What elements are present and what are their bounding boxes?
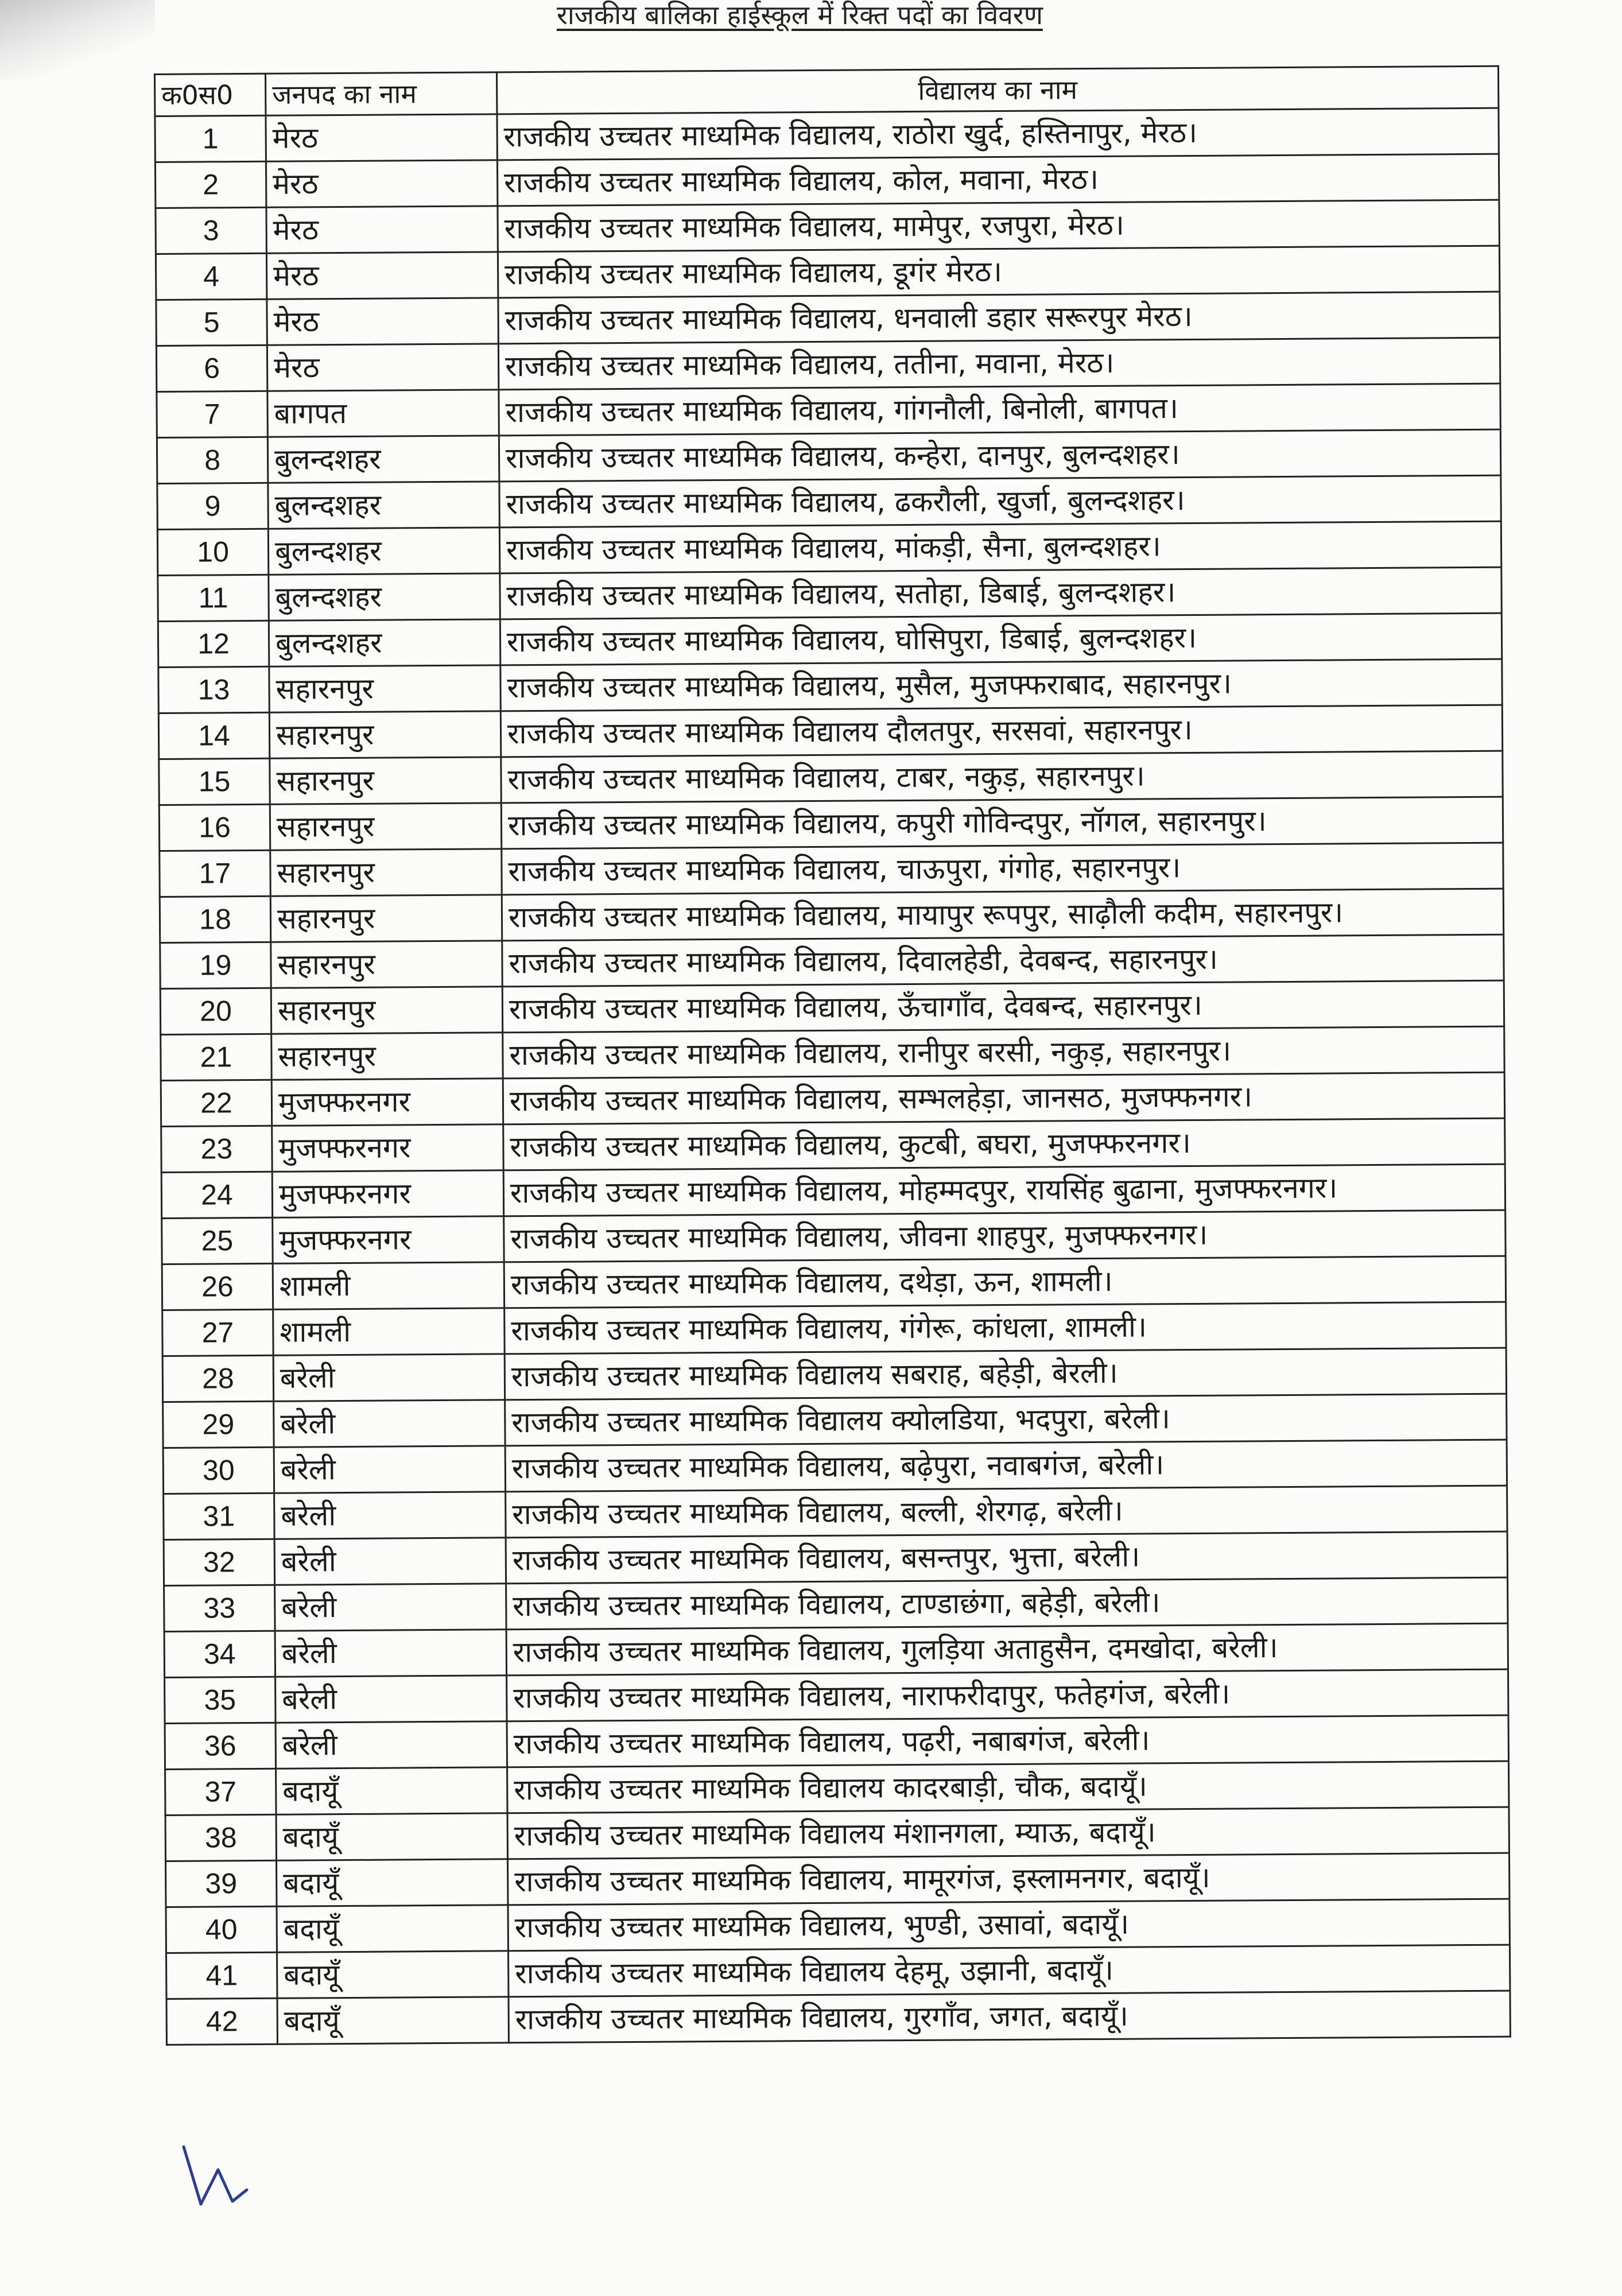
cell-district-name: सहारनपुर <box>271 987 502 1034</box>
cell-serial-number: 4 <box>156 253 266 300</box>
cell-serial-number: 30 <box>163 1447 274 1494</box>
cell-serial-number: 16 <box>159 804 270 851</box>
cell-district-name: बदायूँ <box>276 1767 507 1814</box>
cell-serial-number: 35 <box>165 1677 275 1723</box>
cell-school-name: राजकीय उच्चतर माध्यमिक विद्यालय देहमू, उझानी, बदायूँ। <box>508 1945 1510 1997</box>
table-row <box>162 1302 1506 1356</box>
table-row <box>166 1899 1510 1953</box>
cell-district-name: मेरठ <box>266 114 497 161</box>
signature-mark <box>178 2135 281 2227</box>
cell-serial-number: 14 <box>158 712 269 759</box>
cell-district-name: बदायूँ <box>277 1905 508 1952</box>
table-row <box>163 1394 1507 1448</box>
cell-serial-number: 26 <box>162 1263 273 1310</box>
cell-district-name: बरेली <box>275 1584 506 1631</box>
cell-district-name: बागपत <box>267 390 499 437</box>
cell-serial-number: 40 <box>166 1906 277 1953</box>
table-row <box>160 843 1503 897</box>
cell-district-name: मेरठ <box>266 160 497 207</box>
table-row <box>164 1531 1507 1585</box>
table-row <box>157 383 1500 437</box>
cell-serial-number: 32 <box>164 1539 274 1585</box>
cell-district-name: सहारनपुर <box>271 941 502 988</box>
table-row <box>155 154 1499 208</box>
table-row <box>165 1669 1508 1723</box>
cell-serial-number: 17 <box>160 850 270 897</box>
cell-school-name: राजकीय उच्चतर माध्यमिक विद्यालय, बल्ली, शेरगढ़, बरेली। <box>506 1486 1507 1538</box>
table-row <box>159 751 1503 805</box>
cell-school-name: राजकीय उच्चतर माध्यमिक विद्यालय, डूगंर मेरठ। <box>498 246 1499 298</box>
cell-serial-number: 1 <box>155 115 266 162</box>
cell-serial-number: 18 <box>160 896 270 943</box>
cell-district-name: सहारनपुर <box>269 665 500 712</box>
cell-serial-number: 25 <box>162 1217 273 1264</box>
cell-district-name: बदायूँ <box>276 1813 507 1860</box>
cell-school-name: राजकीय उच्चतर माध्यमिक विद्यालय, भुण्डी, उसावां, बदायूँ। <box>508 1899 1510 1951</box>
cell-district-name: मुजफ्फरनगर <box>271 1079 503 1126</box>
table-row <box>163 1440 1507 1494</box>
table-row <box>160 934 1504 988</box>
cell-serial-number: 36 <box>165 1723 275 1769</box>
cell-school-name: राजकीय उच्चतर माध्यमिक विद्यालय, गुरगाँव, जगत, बदायूँ। <box>509 1991 1510 2043</box>
cell-school-name: राजकीय उच्चतर माध्यमिक विद्यालय दौलतपुर, सरसवां, सहारनपुर। <box>500 705 1502 757</box>
cell-serial-number: 33 <box>164 1585 275 1631</box>
cell-school-name: राजकीय उच्चतर माध्यमिक विद्यालय मंशानगला, म्याऊ, बदायूँ। <box>507 1807 1509 1859</box>
cell-serial-number: 9 <box>157 483 268 529</box>
cell-serial-number: 13 <box>158 666 269 713</box>
cell-district-name: बरेली <box>274 1492 506 1539</box>
table-row <box>164 1486 1507 1539</box>
cell-school-name: राजकीय उच्चतर माध्यमिक विद्यालय, सतोहा, डिबाई, बुलन्दशहर। <box>500 567 1501 619</box>
cell-district-name: बुलन्दशहर <box>268 528 499 575</box>
cell-school-name: राजकीय उच्चतर माध्यमिक विद्यालय, मामेपुर, रजपुरा, मेरठ। <box>498 200 1499 252</box>
cell-district-name: शामली <box>273 1262 504 1309</box>
cell-district-name: बरेली <box>275 1676 507 1723</box>
cell-district-name: मेरठ <box>266 252 498 299</box>
cell-school-name: राजकीय उच्चतर माध्यमिक विद्यालय, बढ़ेपुरा, नवाबगंज, बरेली। <box>505 1440 1507 1492</box>
cell-district-name: सहारनपुर <box>270 849 502 896</box>
cell-serial-number: 27 <box>162 1309 273 1356</box>
cell-school-name: राजकीय उच्चतर माध्यमिक विद्यालय, रानीपुर बरसी, नकुड़, सहारनपुर। <box>503 1026 1504 1079</box>
header-serial: क0स0 <box>155 73 266 116</box>
cell-serial-number: 41 <box>166 1952 277 1999</box>
cell-school-name: राजकीय उच्चतर माध्यमिक विद्यालय, टाबर, नकुड़, सहारनपुर। <box>501 751 1503 803</box>
table-row <box>161 1026 1504 1080</box>
cell-district-name: मेरठ <box>267 344 498 391</box>
cell-school-name: राजकीय उच्चतर माध्यमिक विद्यालय, मुसैल, मुजफ्फराबाद, सहारनपुर। <box>500 659 1502 711</box>
table-row <box>166 1991 1510 2045</box>
cell-district-name: शामली <box>273 1308 505 1355</box>
cell-school-name: राजकीय उच्चतर माध्यमिक विद्यालय, मोहम्मदपुर, रायसिंह बुढाना, मुजफ्फरनगर। <box>503 1164 1505 1216</box>
cell-serial-number: 3 <box>156 207 266 254</box>
table-row <box>158 705 1502 759</box>
cell-school-name: राजकीय उच्चतर माध्यमिक विद्यालय, चाऊपुरा, गंगोह, सहारनपुर। <box>502 843 1503 895</box>
cell-serial-number: 19 <box>160 942 271 988</box>
cell-school-name: राजकीय उच्चतर माध्यमिक विद्यालय कादरबाड़ी, चौक, बदायूँ। <box>507 1761 1509 1813</box>
cell-district-name: सहारनपुर <box>271 1033 503 1080</box>
table-row <box>161 1164 1505 1218</box>
table-row <box>165 1807 1509 1861</box>
cell-serial-number: 2 <box>155 161 266 208</box>
cell-district-name: मेरठ <box>266 206 498 253</box>
cell-school-name: राजकीय उच्चतर माध्यमिक विद्यालय क्योलडिया, भदपुरा, बरेली। <box>505 1394 1507 1446</box>
table-row <box>161 1072 1504 1126</box>
cell-serial-number: 23 <box>161 1126 272 1172</box>
cell-school-name: राजकीय उच्चतर माध्यमिक विद्यालय, कन्हेरा, दानपुर, बुलन्दशहर। <box>499 429 1500 482</box>
table-row <box>158 613 1501 667</box>
table-row <box>162 1348 1506 1402</box>
cell-district-name: बरेली <box>275 1721 507 1768</box>
cell-district-name: बुलन्दशहर <box>267 436 499 483</box>
cell-school-name: राजकीय उच्चतर माध्यमिक विद्यालय, नाराफरीदापुर, फतेहगंज, बरेली। <box>507 1669 1508 1721</box>
cell-serial-number: 6 <box>156 345 267 391</box>
cell-serial-number: 38 <box>165 1814 276 1861</box>
cell-school-name: राजकीय उच्चतर माध्यमिक विद्यालय, गांगनौली, बिनोली, बागपत। <box>499 383 1500 436</box>
cell-serial-number: 15 <box>159 758 270 805</box>
table-row <box>156 292 1500 346</box>
cell-school-name: राजकीय उच्चतर माध्यमिक विद्यालय, ऊँचागाँव, देवबन्द, सहारनपुर। <box>502 980 1504 1033</box>
cell-school-name: राजकीय उच्चतर माध्यमिक विद्यालय, मामूरगंज, इस्लामनगर, बदायूँ। <box>508 1853 1510 1905</box>
cell-school-name: राजकीय उच्चतर माध्यमिक विद्यालय, सम्भलहेड़ा, जानसठ, मुजफ्फनगर। <box>503 1072 1504 1124</box>
cell-district-name: सहारनपुर <box>270 895 502 942</box>
cell-school-name: राजकीय उच्चतर माध्यमिक विद्यालय, गुलड़िया अताहुसैन, दमखोदा, बरेली। <box>506 1623 1508 1676</box>
cell-district-name: बदायूँ <box>277 1997 509 2044</box>
cell-serial-number: 5 <box>156 299 267 346</box>
table-row <box>160 889 1503 943</box>
table-row <box>164 1623 1508 1677</box>
table-row <box>162 1210 1505 1264</box>
cell-serial-number: 24 <box>161 1172 272 1218</box>
cell-serial-number: 8 <box>157 437 267 483</box>
cell-district-name: बरेली <box>274 1400 505 1447</box>
table-row <box>155 108 1499 162</box>
cell-serial-number: 20 <box>160 988 271 1034</box>
cell-school-name: राजकीय उच्चतर माध्यमिक विद्यालय, ढकरौली, खुर्जा, बुलन्दशहर। <box>499 475 1501 528</box>
table-body <box>155 108 1510 2045</box>
header-district: जनपद का नाम <box>266 72 497 115</box>
cell-school-name: राजकीय उच्चतर माध्यमिक विद्यालय, जीवना शाहपुर, मुजफ्फरनगर। <box>504 1210 1505 1262</box>
cell-school-name: राजकीय उच्चतर माध्यमिक विद्यालय, दथेड़ा, ऊन, शामली। <box>504 1256 1505 1308</box>
cell-school-name: राजकीय उच्चतर माध्यमिक विद्यालय, ततीना, मवाना, मेरठ। <box>498 338 1500 390</box>
cell-district-name: सहारनपुर <box>270 803 501 850</box>
vacancy-table <box>154 65 1511 2046</box>
table-row <box>156 246 1499 300</box>
table-row <box>161 1118 1505 1172</box>
cell-district-name: बरेली <box>274 1446 505 1493</box>
table-row <box>165 1715 1508 1769</box>
table-row <box>157 429 1500 483</box>
cell-serial-number: 7 <box>157 391 267 437</box>
cell-district-name: बुलन्दशहर <box>269 619 500 666</box>
cell-district-name: बुलन्दशहर <box>269 573 500 620</box>
table-row <box>164 1577 1508 1631</box>
cell-school-name: राजकीय उच्चतर माध्यमिक विद्यालय, कुटबी, बघरा, मुजफ्फरनगर। <box>503 1118 1505 1170</box>
cell-serial-number: 12 <box>158 620 269 667</box>
cell-school-name: राजकीय उच्चतर माध्यमिक विद्यालय, धनवाली डहार सरूरपुर मेरठ। <box>498 292 1500 344</box>
table-row <box>159 797 1503 851</box>
table-row <box>158 567 1501 621</box>
cell-district-name: सहारनपुर <box>269 711 500 758</box>
table-row <box>157 475 1501 529</box>
cell-serial-number: 28 <box>162 1355 273 1402</box>
cell-school-name: राजकीय उच्चतर माध्यमिक विद्यालय, मायापुर रूपपुर, साढ़ौली कदीम, सहारनपुर। <box>502 889 1503 941</box>
cell-serial-number: 10 <box>157 529 268 575</box>
cell-school-name: राजकीय उच्चतर माध्यमिक विद्यालय, दिवालहेडी, देवबन्द, सहारनपुर। <box>502 934 1504 987</box>
cell-serial-number: 31 <box>164 1493 274 1539</box>
cell-district-name: मुजफ्फरनगर <box>272 1170 503 1217</box>
page-corner-shadow <box>0 0 155 80</box>
cell-district-name: बरेली <box>274 1538 506 1585</box>
cell-school-name: राजकीय उच्चतर माध्यमिक विद्यालय, घोसिपुरा, डिबाई, बुलन्दशहर। <box>500 613 1501 665</box>
table-row <box>166 1945 1510 1999</box>
cell-district-name: मुजफ्फरनगर <box>272 1124 503 1172</box>
table-row <box>156 200 1499 254</box>
cell-district-name: मुजफ्फरनगर <box>273 1216 504 1263</box>
table-row <box>156 338 1500 391</box>
cell-school-name: राजकीय उच्चतर माध्यमिक विद्यालय, टाण्डाछंगा, बहेड़ी, बरेली। <box>506 1577 1508 1630</box>
cell-serial-number: 39 <box>166 1860 277 1907</box>
cell-serial-number: 42 <box>166 1998 277 2045</box>
cell-district-name: मेरठ <box>267 298 498 345</box>
cell-school-name: राजकीय उच्चतर माध्यमिक विद्यालय, गंगेरू, कांधला, शामली। <box>505 1302 1506 1354</box>
table-row <box>165 1761 1509 1815</box>
cell-school-name: राजकीय उच्चतर माध्यमिक विद्यालय, बसन्तपुर, भुत्ता, बरेली। <box>506 1531 1507 1584</box>
cell-school-name: राजकीय उच्चतर माध्यमिक विद्यालय, पढ़री, नबाबगंज, बरेली। <box>507 1715 1508 1767</box>
table-row <box>160 980 1504 1034</box>
cell-district-name: बदायूँ <box>277 1859 508 1906</box>
cell-school-name: राजकीय उच्चतर माध्यमिक विद्यालय, कपुरी गोविन्दपुर, नॉगल, सहारनपुर। <box>501 797 1503 849</box>
page-title: राजकीय बालिका हाईस्कूल में रिक्त पदों का विवरण <box>557 0 1043 30</box>
cell-school-name: राजकीय उच्चतर माध्यमिक विद्यालय, राठोरा खुर्द, हस्तिनापुर, मेरठ। <box>497 108 1499 160</box>
table-row <box>158 659 1502 713</box>
table-row <box>157 521 1501 575</box>
cell-serial-number: 37 <box>165 1768 276 1815</box>
cell-school-name: राजकीय उच्चतर माध्यमिक विद्यालय, मांकड़ी, सैना, बुलन्दशहर। <box>499 521 1501 573</box>
cell-school-name: राजकीय उच्चतर माध्यमिक विद्यालय सबराह, बहेड़ी, बेरली। <box>505 1348 1506 1400</box>
cell-serial-number: 29 <box>163 1401 274 1448</box>
cell-serial-number: 22 <box>161 1080 271 1126</box>
cell-district-name: बदायूँ <box>277 1951 508 1998</box>
cell-district-name: बुलन्दशहर <box>268 482 499 529</box>
cell-district-name: बरेली <box>275 1630 506 1677</box>
cell-serial-number: 21 <box>161 1034 271 1080</box>
header-school: विद्यालय का नाम <box>496 66 1498 114</box>
table-row <box>162 1256 1505 1310</box>
cell-district-name: सहारनपुर <box>270 757 501 804</box>
cell-district-name: बरेली <box>273 1354 505 1401</box>
cell-serial-number: 11 <box>158 575 269 621</box>
table-row <box>166 1853 1510 1907</box>
cell-school-name: राजकीय उच्चतर माध्यमिक विद्यालय, कोल, मवाना, मेरठ। <box>497 154 1499 206</box>
cell-serial-number: 34 <box>164 1631 275 1677</box>
